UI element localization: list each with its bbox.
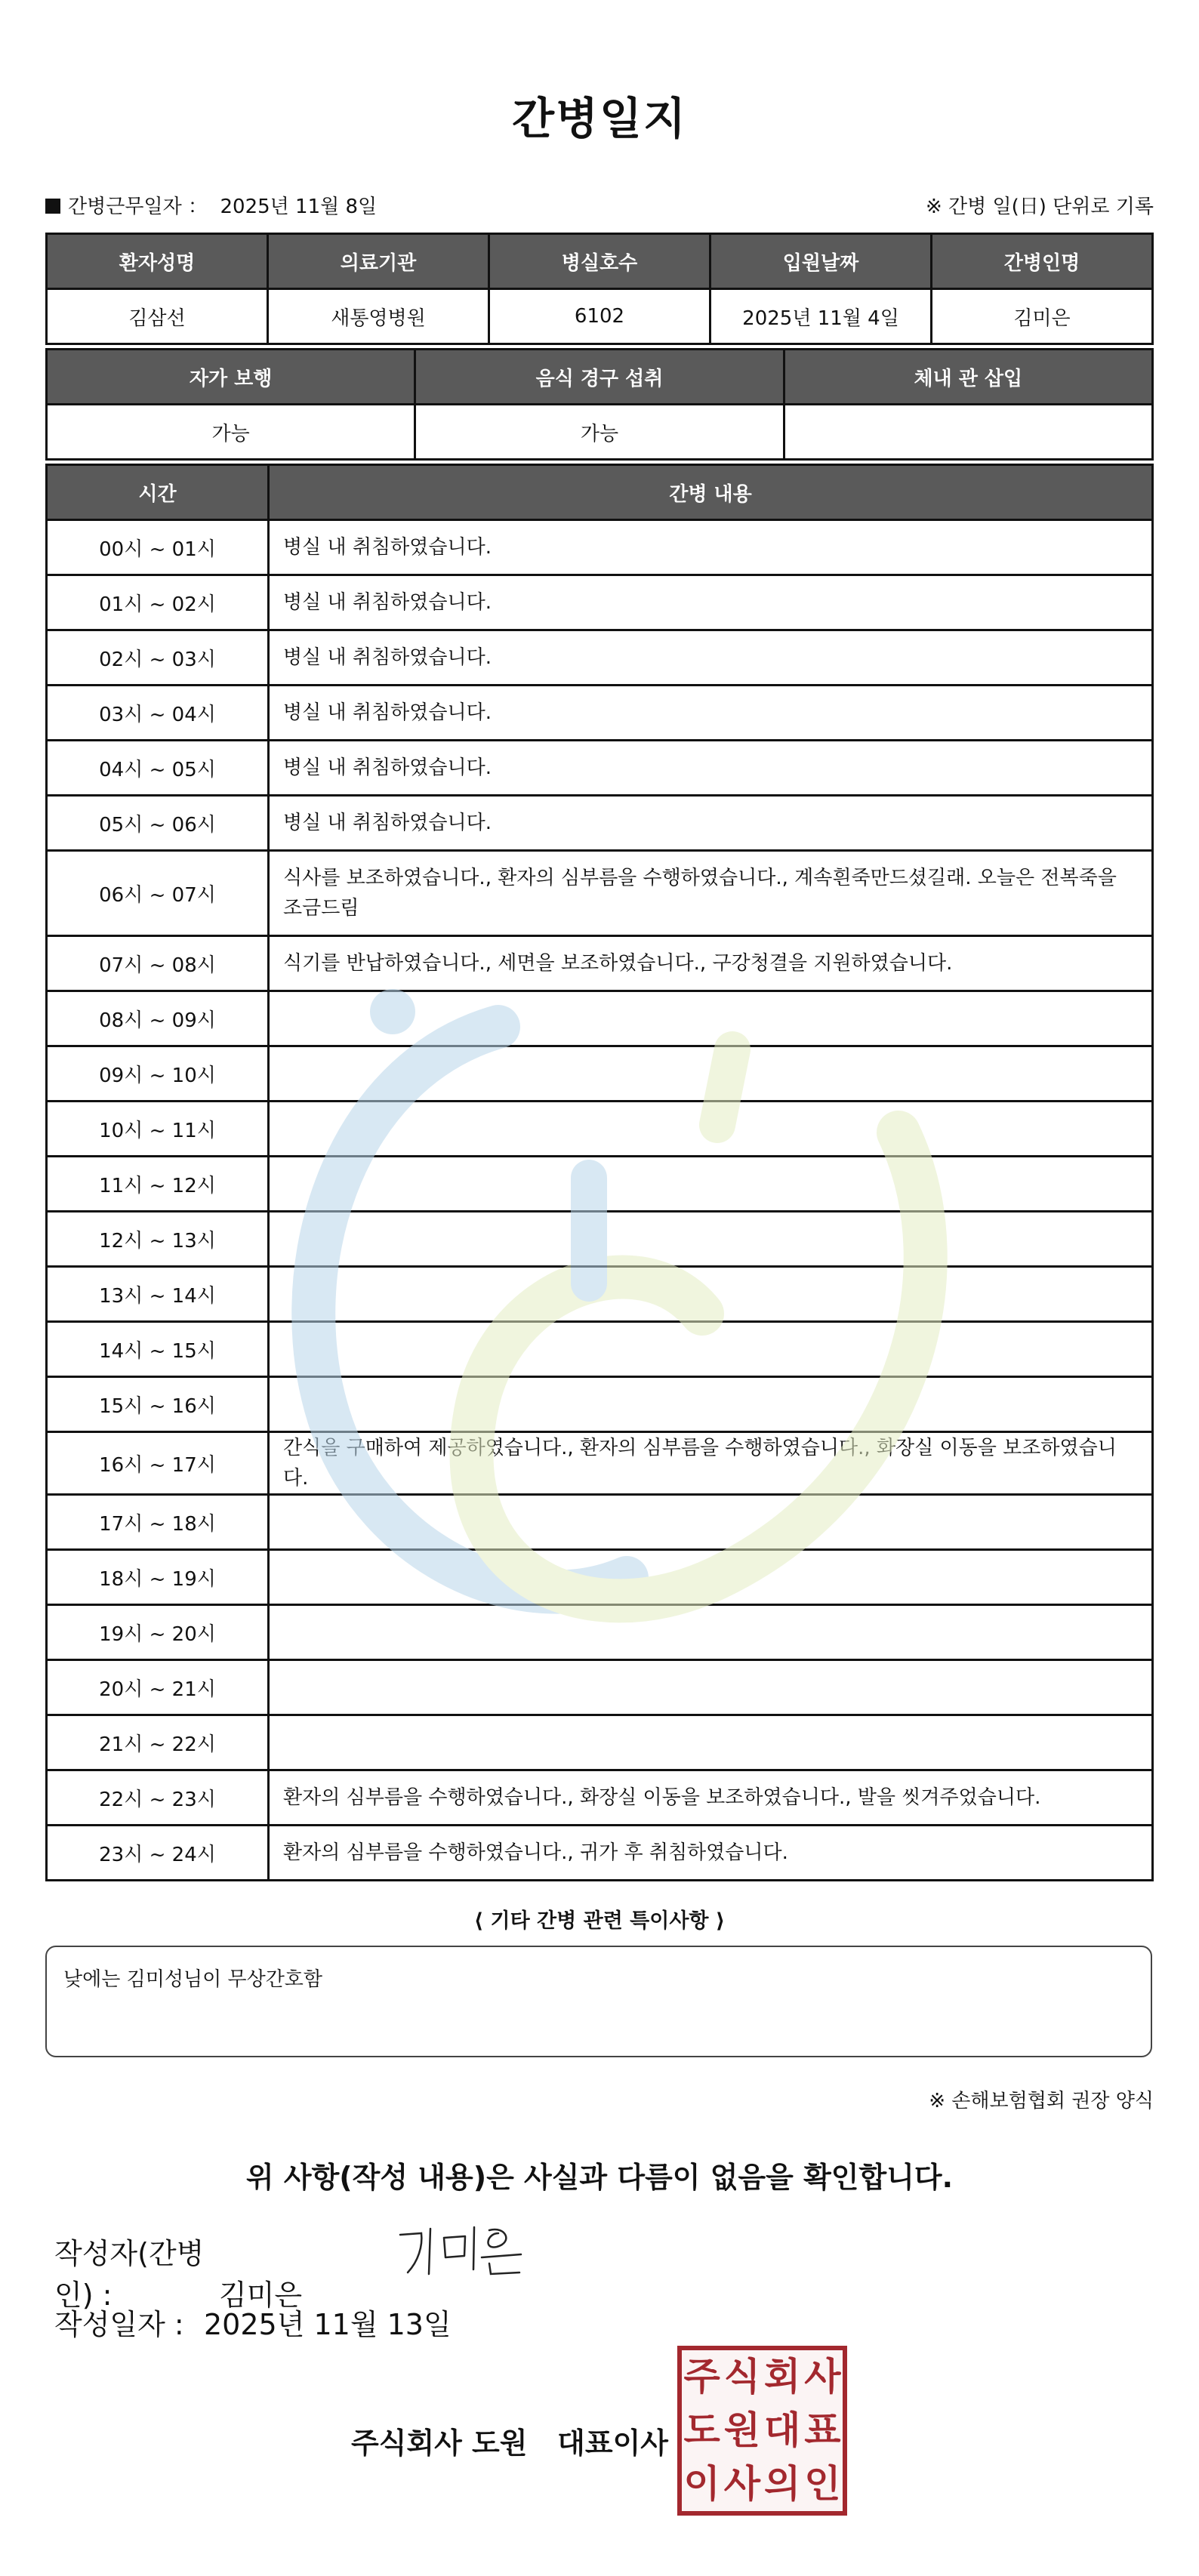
confirmation-statement: 위 사항(작성 내용)은 사실과 다름이 없음을 확인합니다. xyxy=(245,2161,954,2194)
table-row xyxy=(47,686,1153,741)
content-cell: 식기를 반납하였습니다., 세면을 보조하였습니다., 구강청결을 지원하였습니다. xyxy=(269,936,1153,991)
time-cell: 17시 ~ 18시 xyxy=(47,1495,269,1550)
time-cell: 01시 ~ 02시 xyxy=(47,575,269,630)
time-cell: 12시 ~ 13시 xyxy=(47,1212,269,1267)
header-patient-name: 환자성명 xyxy=(47,234,268,289)
handwritten-signature xyxy=(393,2220,525,2280)
content-cell xyxy=(269,1495,1153,1550)
hospital-name: 새통영병원 xyxy=(268,289,489,344)
table-row xyxy=(47,1826,1153,1881)
time-cell: 09시 ~ 10시 xyxy=(47,1046,269,1102)
table-row xyxy=(47,1267,1153,1322)
table-row xyxy=(47,575,1153,630)
content-cell: 병실 내 취침하였습니다. xyxy=(269,520,1153,575)
time-cell: 04시 ~ 05시 xyxy=(47,741,269,796)
table-row xyxy=(47,1377,1153,1432)
content-cell xyxy=(269,1157,1153,1212)
content-cell xyxy=(269,1605,1153,1660)
content-cell: 병실 내 취침하였습니다. xyxy=(269,575,1153,630)
header-caregiver-name: 간병인명 xyxy=(932,234,1153,289)
content-cell: 환자의 심부름을 수행하였습니다., 화장실 이동을 보조하였습니다., 발을 씻겨주었습니다. xyxy=(269,1770,1153,1826)
content-cell xyxy=(269,1550,1153,1605)
written-date-label: 작성일자 : xyxy=(54,2308,184,2341)
table-row xyxy=(47,741,1153,796)
header-hospital: 의료기관 xyxy=(268,234,489,289)
page-title: 간병일지 xyxy=(511,93,688,144)
work-date-label: 간병근무일자 ： xyxy=(68,196,208,218)
writer-label: 작성자(간병인) : xyxy=(54,2237,205,2312)
header-tube-insertion: 체내 관 삽입 xyxy=(784,350,1152,405)
company-name: 주식회사 도원 대표이사 xyxy=(351,2427,668,2460)
table-row xyxy=(47,1715,1153,1770)
time-cell: 06시 ~ 07시 xyxy=(47,851,269,936)
table-row xyxy=(47,936,1153,991)
header-oral-intake: 음식 경구 섭취 xyxy=(415,350,784,405)
content-cell xyxy=(269,1267,1153,1322)
company-seal-stamp: 주 식 회 사 도 원 대 표 이 사 의 인 xyxy=(677,2346,847,2516)
patient-name: 김삼선 xyxy=(47,289,268,344)
content-cell xyxy=(269,1715,1153,1770)
table-row xyxy=(47,1770,1153,1826)
header-time: 시간 xyxy=(47,465,269,520)
content-cell xyxy=(269,1660,1153,1715)
table-row xyxy=(47,520,1153,575)
table-row xyxy=(47,630,1153,686)
content-cell: 환자의 심부름을 수행하였습니다., 귀가 후 취침하였습니다. xyxy=(269,1826,1153,1881)
time-cell: 14시 ~ 15시 xyxy=(47,1322,269,1377)
content-cell xyxy=(269,1212,1153,1267)
table-row xyxy=(47,796,1153,851)
hourly-care-log-table xyxy=(45,464,1154,1881)
content-cell: 병실 내 취침하였습니다. xyxy=(269,630,1153,686)
content-cell: 병실 내 취침하였습니다. xyxy=(269,741,1153,796)
time-cell: 18시 ~ 19시 xyxy=(47,1550,269,1605)
header-admission-date: 입원날짜 xyxy=(710,234,932,289)
room-number: 6102 xyxy=(489,289,710,344)
content-cell xyxy=(269,991,1153,1046)
written-date-line xyxy=(54,2301,452,2343)
content-cell: 식사를 보조하였습니다., 환자의 심부름을 수행하였습니다., 계속흰죽만드셨길래. 오늘은 전복죽을 조금드림 xyxy=(269,851,1153,936)
content-cell: 간식을 구매하여 제공하였습니다., 환자의 심부름을 수행하였습니다., 화장실 이동을 보조하였습니다. xyxy=(269,1432,1153,1495)
writer-name: 김미은 xyxy=(219,2279,303,2312)
time-cell: 15시 ~ 16시 xyxy=(47,1377,269,1432)
time-cell: 19시 ~ 20시 xyxy=(47,1605,269,1660)
table-row xyxy=(47,1157,1153,1212)
table-row xyxy=(47,1660,1153,1715)
table-row xyxy=(47,1605,1153,1660)
recommendation-note: ※ 손해보험협회 권장 양식 xyxy=(929,2090,1154,2112)
table-row xyxy=(47,1432,1153,1495)
content-cell xyxy=(269,1322,1153,1377)
record-unit-note: ※ 간병 일(日) 단위로 기록 xyxy=(925,196,1154,218)
time-cell: 23시 ~ 24시 xyxy=(47,1826,269,1881)
table-row xyxy=(47,1550,1153,1605)
time-cell: 08시 ~ 09시 xyxy=(47,991,269,1046)
content-cell xyxy=(269,1046,1153,1102)
time-cell: 03시 ~ 04시 xyxy=(47,686,269,741)
time-cell: 16시 ~ 17시 xyxy=(47,1432,269,1495)
header-care-content: 간병 내용 xyxy=(269,465,1153,520)
caregiver-name: 김미은 xyxy=(932,289,1153,344)
header-self-walking: 자가 보행 xyxy=(47,350,415,405)
work-date-line xyxy=(45,191,377,219)
work-date-value: 2025년 11월 8일 xyxy=(220,196,378,218)
special-notes-box xyxy=(45,1946,1152,2057)
admission-date: 2025년 11월 4일 xyxy=(710,289,932,344)
table-row xyxy=(47,1212,1153,1267)
written-date-value: 2025년 11월 13일 xyxy=(204,2308,452,2341)
content-cell: 병실 내 취침하였습니다. xyxy=(269,796,1153,851)
table-row xyxy=(47,1102,1153,1157)
time-cell: 20시 ~ 21시 xyxy=(47,1660,269,1715)
time-cell: 10시 ~ 11시 xyxy=(47,1102,269,1157)
oral-intake-value: 가능 xyxy=(415,405,784,460)
square-bullet-icon xyxy=(45,199,60,214)
table-row xyxy=(47,1495,1153,1550)
content-cell: 병실 내 취침하였습니다. xyxy=(269,686,1153,741)
time-cell: 21시 ~ 22시 xyxy=(47,1715,269,1770)
time-cell: 11시 ~ 12시 xyxy=(47,1157,269,1212)
table-row xyxy=(47,851,1153,936)
header-room-number: 병실호수 xyxy=(489,234,710,289)
special-notes-text: 낮에는 김미성님이 무상간호함 xyxy=(63,1968,323,1991)
table-row xyxy=(47,1322,1153,1377)
time-cell: 22시 ~ 23시 xyxy=(47,1770,269,1826)
patient-status-table xyxy=(45,348,1154,461)
content-cell xyxy=(269,1377,1153,1432)
special-notes-title: ⟨ 기타 간병 관련 특이사항 ⟩ xyxy=(473,1909,726,1933)
time-cell: 05시 ~ 06시 xyxy=(47,796,269,851)
tube-insertion-value xyxy=(784,405,1152,460)
time-cell: 13시 ~ 14시 xyxy=(47,1267,269,1322)
time-cell: 07시 ~ 08시 xyxy=(47,936,269,991)
time-cell: 02시 ~ 03시 xyxy=(47,630,269,686)
content-cell xyxy=(269,1102,1153,1157)
table-row xyxy=(47,1046,1153,1102)
self-walking-value: 가능 xyxy=(47,405,415,460)
time-cell: 00시 ~ 01시 xyxy=(47,520,269,575)
table-row xyxy=(47,991,1153,1046)
patient-info-table xyxy=(45,233,1154,345)
